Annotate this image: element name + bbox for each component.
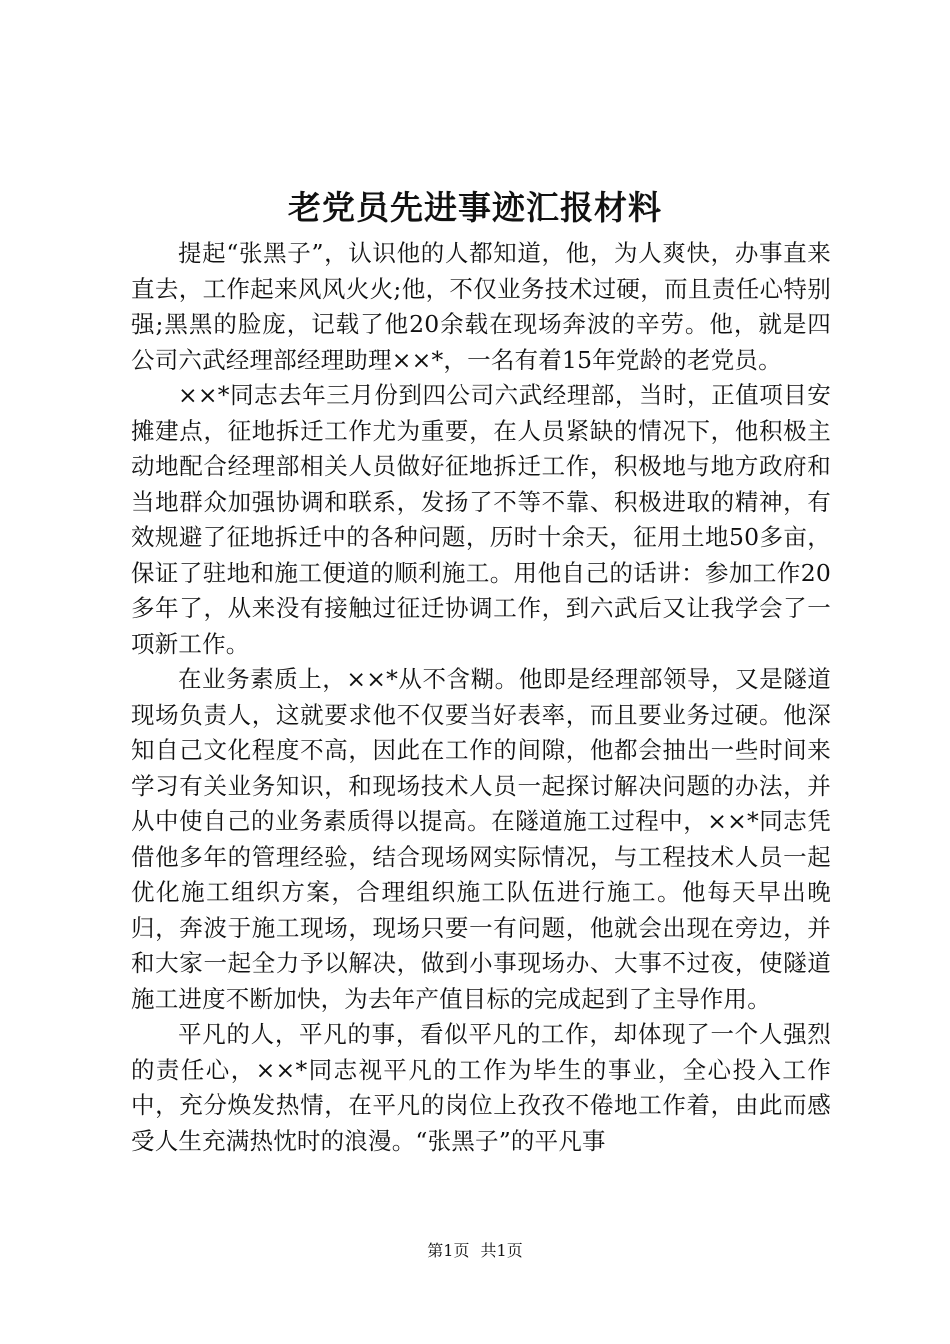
page-number: 第1页 — [427, 1241, 470, 1260]
paragraph: 在业务素质上，××*从不含糊。他即是经理部领导，又是隧道现场负责人，这就要求他不仅要当好表率，而且要业务过硬。他深知自己文化程度不高，因此在工作的间隙，他都会抽出一些时间来学习有关业务知识，和现场技术人员一起探讨解决问题的办法，并从中使自己的业务素质得以提高。在隧道施工过程中，××*同志凭借他多年的管理经验，结合现场网实际情况，与工程技术人员一起优化施工组织方案，合理组织施工队伍进行施工。他每天早出晚归，奔波于施工现场，现场只要一有问题，他就会出现在旁边，并和大家一起全力予以解决，做到小事现场办、大事不过夜，使隧道施工进度不断加快，为去年产值目标的完成起到了主导作用。 — [131, 665, 831, 1013]
document-title: 老党员先进事迹汇报材料 — [288, 188, 662, 227]
paragraph: 提起“张黑子”，认识他的人都知道，他，为人爽快，办事直来直去，工作起来风风火火;他，不仅业务技术过硬，而且责任心特别强;黑黑的脸庞，记载了他20余载在现场奔波的辛劳。他，就是四公司六武经理部经理助理××*，一名有着15年党龄的老党员。 — [131, 239, 831, 374]
paragraph: ××*同志去年三月份到四公司六武经理部，当时，正值项目安摊建点，征地拆迁工作尤为重要，在人员紧缺的情况下，他积极主动地配合经理部相关人员做好征地拆迁工作，积极地与地方政府和当地群众加强协调和联系，发扬了不等不靠、积极进取的精神，有效规避了征地拆迁中的各种问题，历时十余天，征用土地50多亩，保证了驻地和施工便道的顺利施工。用他自己的话讲：参加工作20多年了，从来没有接触过征迁协调工作，到六武后又让我学会了一项新工作。 — [131, 381, 831, 658]
document-body — [131, 236, 831, 1159]
paragraph: 平凡的人，平凡的事，看似平凡的工作，却体现了一个人强烈的责任心，××*同志视平凡的工作为毕生的事业，全心投入工作中，充分焕发热情，在平凡的岗位上孜孜不倦地工作着，由此而感受人生充满热忱时的浪漫。“张黑子”的平凡事 — [131, 1020, 831, 1155]
page-footer — [0, 1240, 950, 1262]
page-total: 共1页 — [480, 1241, 523, 1260]
